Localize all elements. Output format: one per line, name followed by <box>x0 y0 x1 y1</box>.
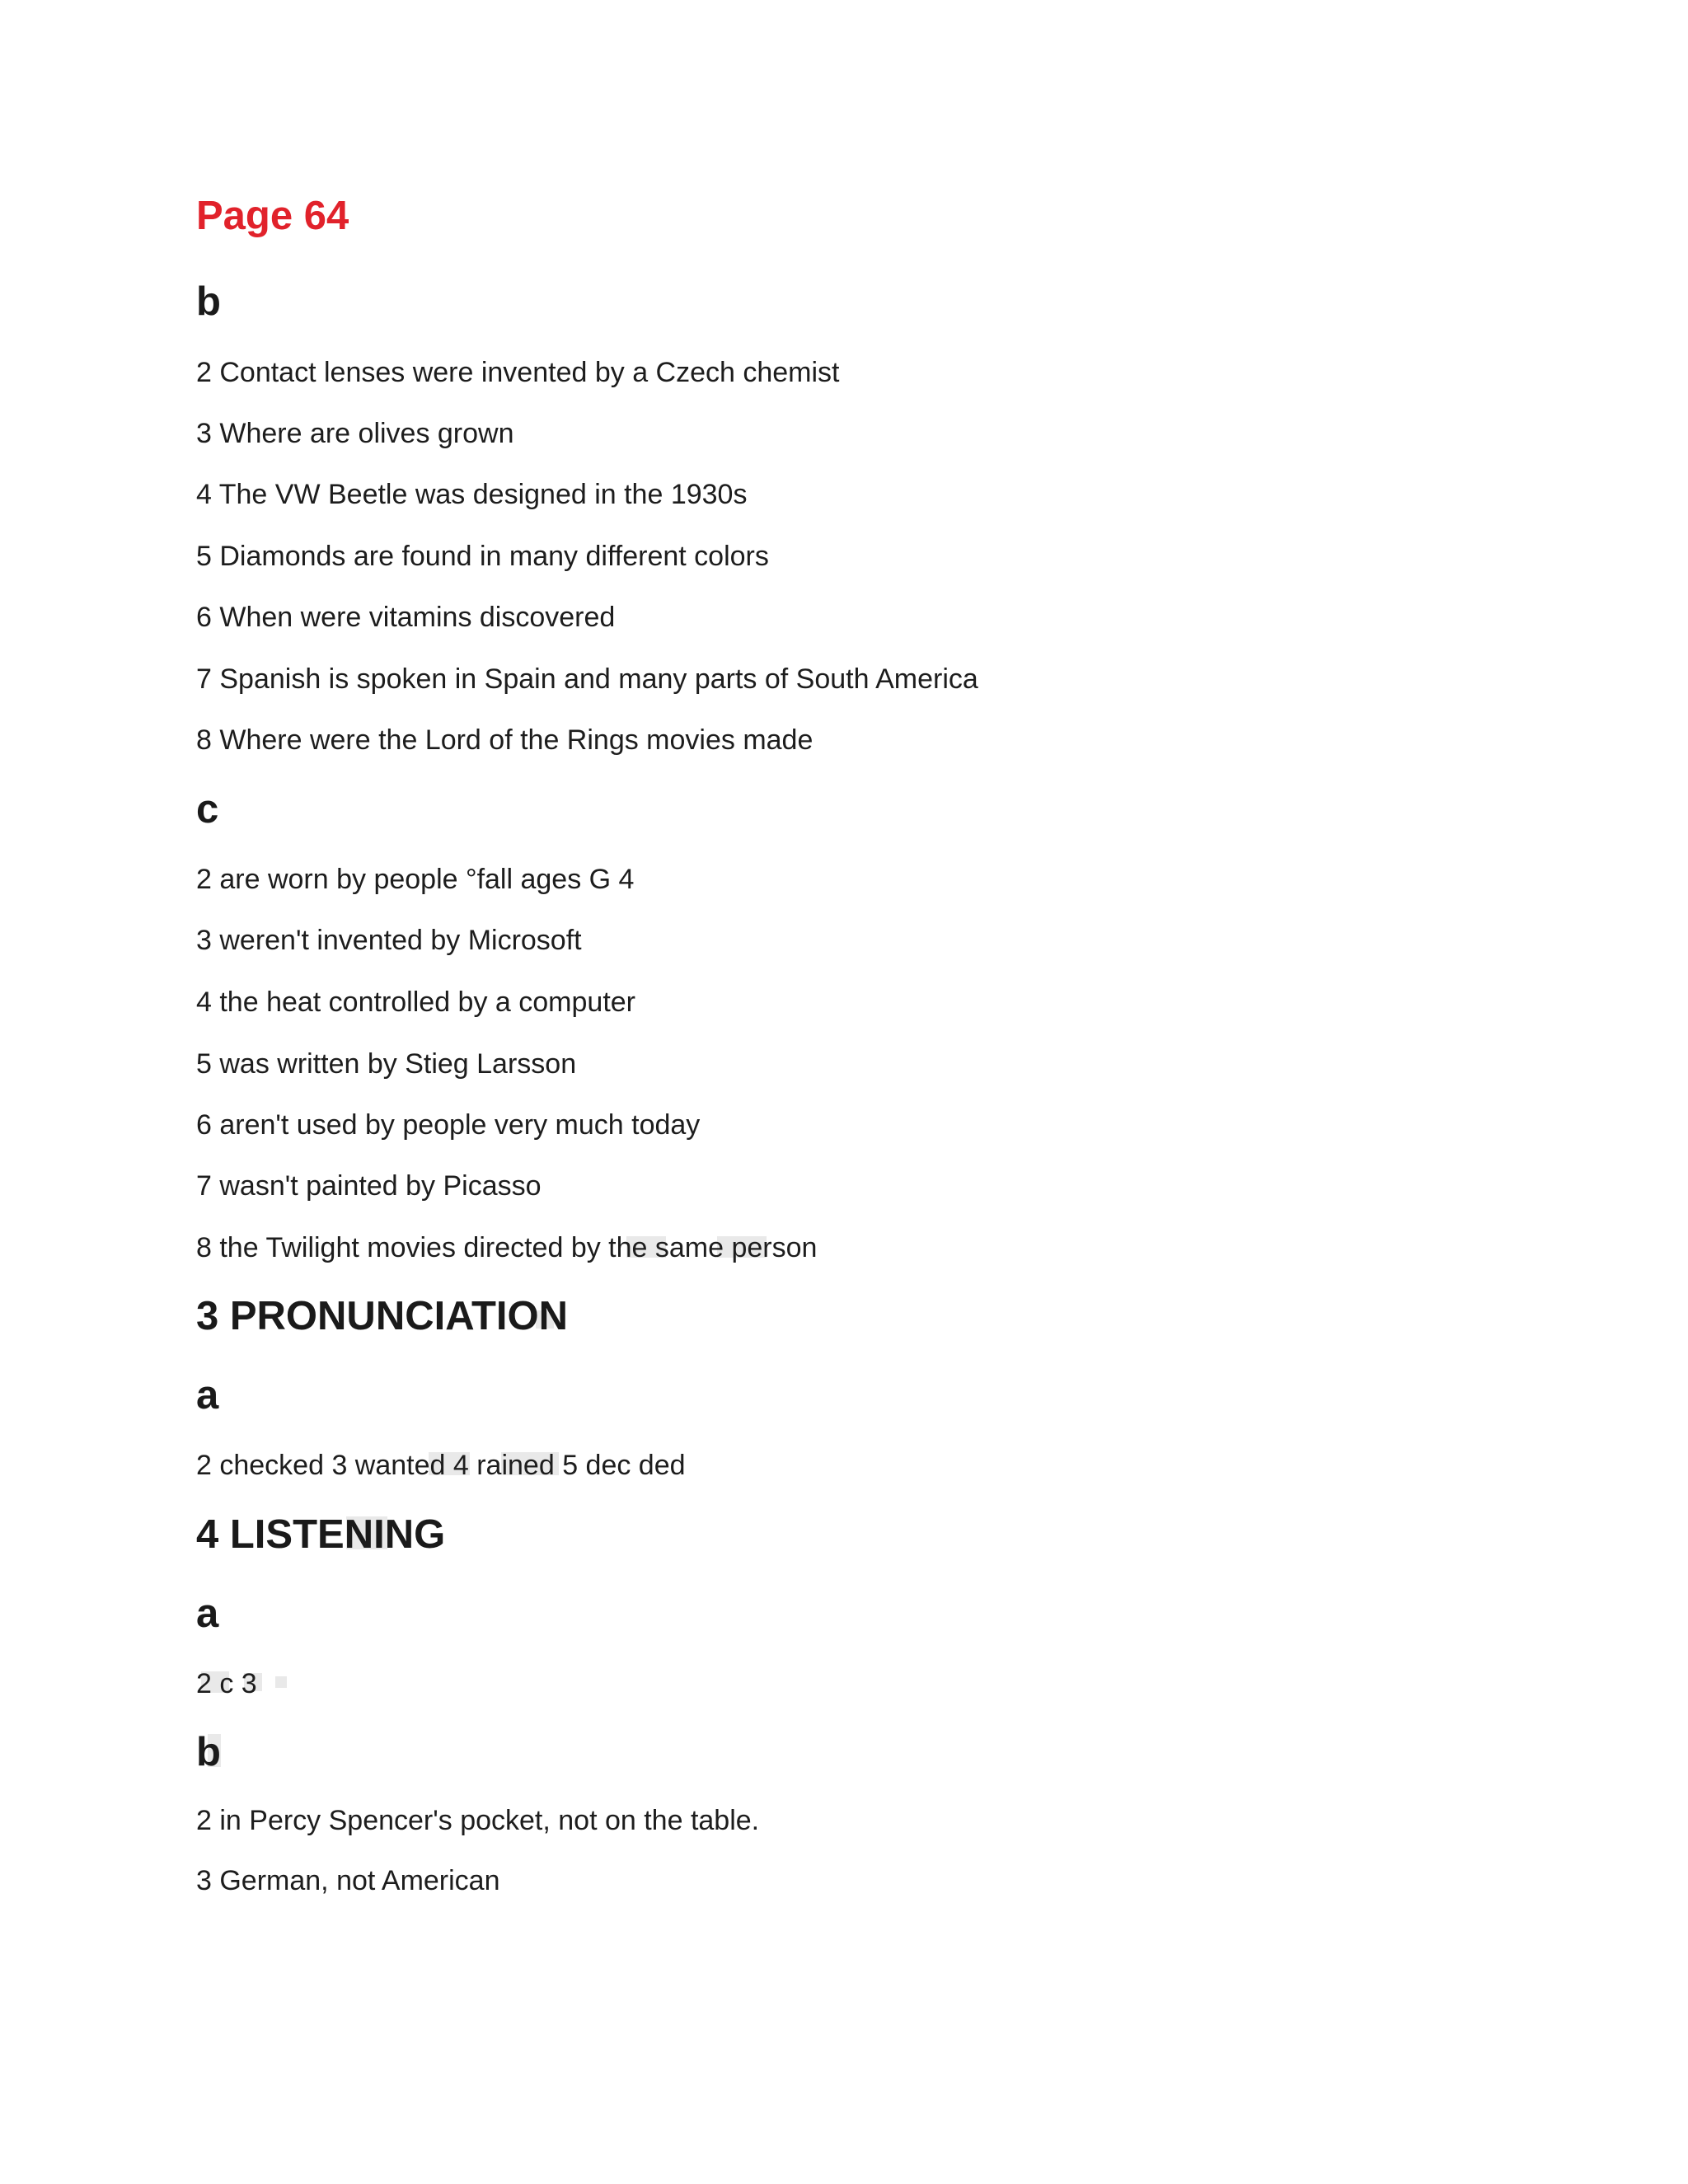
listening-a-label: a <box>196 1591 219 1636</box>
list-item: 6 When were vitamins discovered <box>196 602 616 633</box>
list-item: 3 Where are olives grown <box>196 418 514 449</box>
list-item: 5 was written by Stieg Larsson <box>196 1048 577 1080</box>
list-item: 7 wasn't painted by Picasso <box>196 1170 542 1202</box>
listening-b-label: b <box>196 1730 221 1774</box>
pronunciation-a-label: a <box>196 1373 219 1418</box>
section-b-label: b <box>196 279 221 324</box>
listening-a-answers: 2 c 3 <box>196 1668 257 1699</box>
list-item: 8 Where were the Lord of the Rings movies made <box>196 724 814 756</box>
list-item: 4 the heat controlled by a computer <box>196 987 635 1018</box>
list-item: 2 in Percy Spencer's pocket, not on the table. <box>196 1805 760 1836</box>
list-item: 3 weren't invented by Microsoft <box>196 925 582 956</box>
scan-smudge <box>275 1676 287 1688</box>
list-item: 5 Diamonds are found in many different colors <box>196 541 769 572</box>
list-item: 7 Spanish is spoken in Spain and many parts of South America <box>196 663 978 695</box>
listening-heading: 4 LISTENING <box>196 1512 446 1557</box>
list-item: 6 aren't used by people very much today <box>196 1109 701 1141</box>
page-title: Page 64 <box>196 194 349 238</box>
section-c-label: c <box>196 787 219 832</box>
pronunciation-heading: 3 PRONUNCIATION <box>196 1294 569 1338</box>
list-item: 4 The VW Beetle was designed in the 1930s <box>196 479 748 510</box>
list-item: 2 are worn by people °fall ages G 4 <box>196 864 635 895</box>
pronunciation-answers: 2 checked 3 wanted 4 rained 5 dec ded <box>196 1450 686 1481</box>
list-item: 3 German, not American <box>196 1865 500 1896</box>
list-item: 8 the Twilight movies directed by the same person <box>196 1232 818 1263</box>
list-item: 2 Contact lenses were invented by a Czech chemist <box>196 357 840 388</box>
